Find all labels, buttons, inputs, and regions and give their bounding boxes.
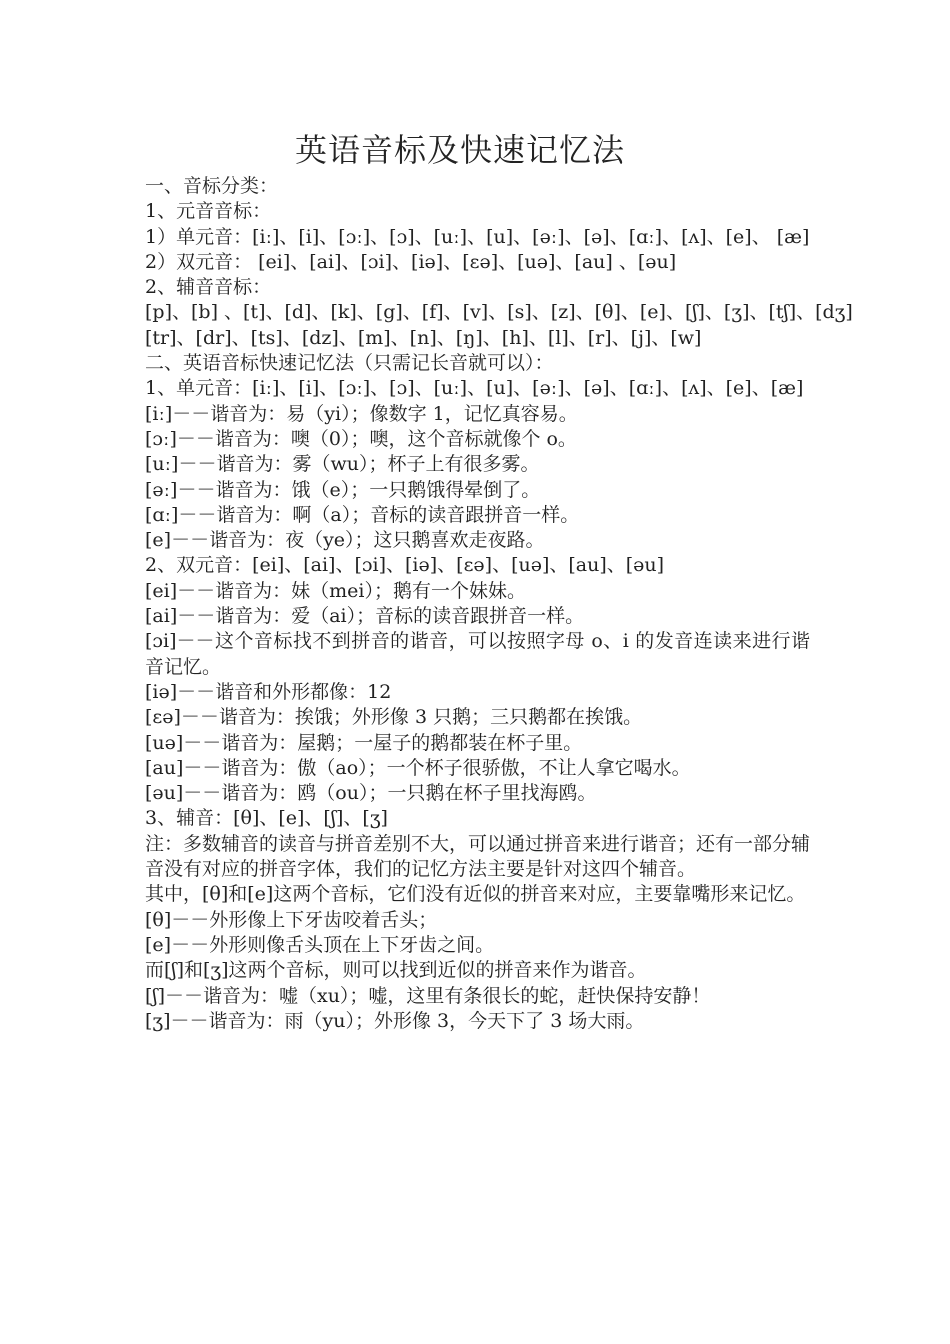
mnemonic-line: [ʃ]－－谐音为：嘘（xu）；嘘，这里有条很长的蛇，赶快保持安静！ [145, 984, 711, 1007]
mnemonic-line: [uə]－－谐音为：屋鹅；一屋子的鹅都装在杯子里。 [145, 731, 583, 754]
mnemonic-line: [ɛə]－－谐音为：挨饿；外形像 3 只鹅；三只鹅都在挨饿。 [145, 706, 643, 729]
section-heading-classification: 一、音标分类： [145, 175, 279, 197]
mnemonic-line: [əː]－－谐音为：饿（e）；一只鹅饿得晕倒了。 [145, 478, 541, 501]
mnemonic-line: [au]－－谐音为：傲（ao）；一个杯子很骄傲，不让人拿它喝水。 [145, 756, 691, 779]
mnemonic-line: [ɔː]－－谐音为：噢（0）；噢，这个音标就像个 o。 [145, 427, 577, 450]
monophthong-list: 1）单元音：[iː]、[i]、[ɔː]、[ɔ]、[uː]、[u]、[əː]、[ə]、[ɑː]、[ʌ]、[e]、 [æ] [145, 225, 810, 248]
mnemonic-line: [θ]－－外形像上下牙齿咬着舌头； [145, 908, 438, 931]
document-body [145, 174, 853, 1034]
document-title: 英语音标及快速记忆法 [294, 131, 625, 169]
mnemonic-line: [ʒ]－－谐音为：雨（yu）；外形像 3，今天下了 3 场大雨。 [145, 1009, 645, 1032]
mnemonic-line: [ɑː]－－谐音为：啊（a）；音标的读音跟拼音一样。 [145, 503, 580, 526]
mnemonic-line: [e]－－谐音为：夜（ye）；这只鹅喜欢走夜路。 [145, 529, 545, 552]
mnemonic-line: [ei]－－谐音为：妹（mei）；鹅有一个妹妹。 [145, 579, 526, 602]
section-heading-memory: 二、英语音标快速记忆法（只需记长音就可以）： [145, 352, 554, 375]
note-paragraph: 注：多数辅音的读音与拼音差别不大，可以通过拼音来进行谐音；还有一部分辅音没有对应的拼音字体，我们的记忆方法主要是针对这四个辅音。 [145, 832, 811, 881]
mnemonic-line: [əu]－－谐音为：鸥（ou）；一只鹅在杯子里找海鸥。 [145, 782, 597, 805]
memory-monophthong-heading: 1、单元音：[iː]、[i]、[ɔː]、[ɔ]、[uː]、[u]、[əː]、[ə]、[ɑː]、[ʌ]、[e]、[æ] [145, 377, 804, 400]
subheading-consonants: 2、辅音音标： [145, 276, 272, 299]
mnemonic-line: [uː]－－谐音为：雾（wu）；杯子上有很多雾。 [145, 453, 540, 476]
memory-consonant-heading: 3、辅音：[θ]、[e]、[ʃ]、[ʒ] [145, 807, 388, 830]
consonant-list-2: [tr]、[dr]、[ts]、[dz]、[m]、[n]、[ŋ]、[h]、[l]、[r]、[j]、[w] [145, 326, 702, 349]
mnemonic-paragraph: [ɔi]－－这个音标找不到拼音的谐音，可以按照字母 o、i 的发音连读来进行谐音记忆。 [145, 630, 810, 678]
mnemonic-line: [e]－－外形则像舌头顶在上下牙齿之间。 [145, 933, 495, 956]
explanation-paragraph: 其中，[θ]和[e]这两个音标，它们没有近似的拼音来对应，主要靠嘴形来记忆。 [145, 883, 806, 906]
diphthong-list: 2）双元音： [ei]、[ai]、[ɔi]、[iə]、[ɛə]、[uə]、[au] 、[əu] [145, 250, 677, 273]
consonant-list-1: [p]、[b] 、[t]、[d]、[k]、[g]、[f]、[v]、[s]、[z]、[θ]、[e]、[ʃ]、[ʒ]、[tʃ]、[dʒ] [145, 301, 853, 324]
mnemonic-line: [ai]－－谐音为：爱（ai）；音标的读音跟拼音一样。 [145, 605, 585, 628]
mnemonic-line: [iə]－－谐音和外形都像：12 [145, 680, 392, 703]
memory-diphthong-heading: 2、双元音：[ei]、[ai]、[ɔi]、[iə]、[ɛə]、[uə]、[au]、[əu] [145, 554, 665, 577]
subheading-vowels: 1、元音音标： [145, 200, 272, 223]
mnemonic-line: [iː]－－谐音为：易（yi）；像数字 1，记忆真容易。 [145, 402, 578, 425]
explanation-line: 而[ʃ]和[ʒ]这两个音标，则可以找到近似的拼音来作为谐音。 [145, 959, 647, 982]
